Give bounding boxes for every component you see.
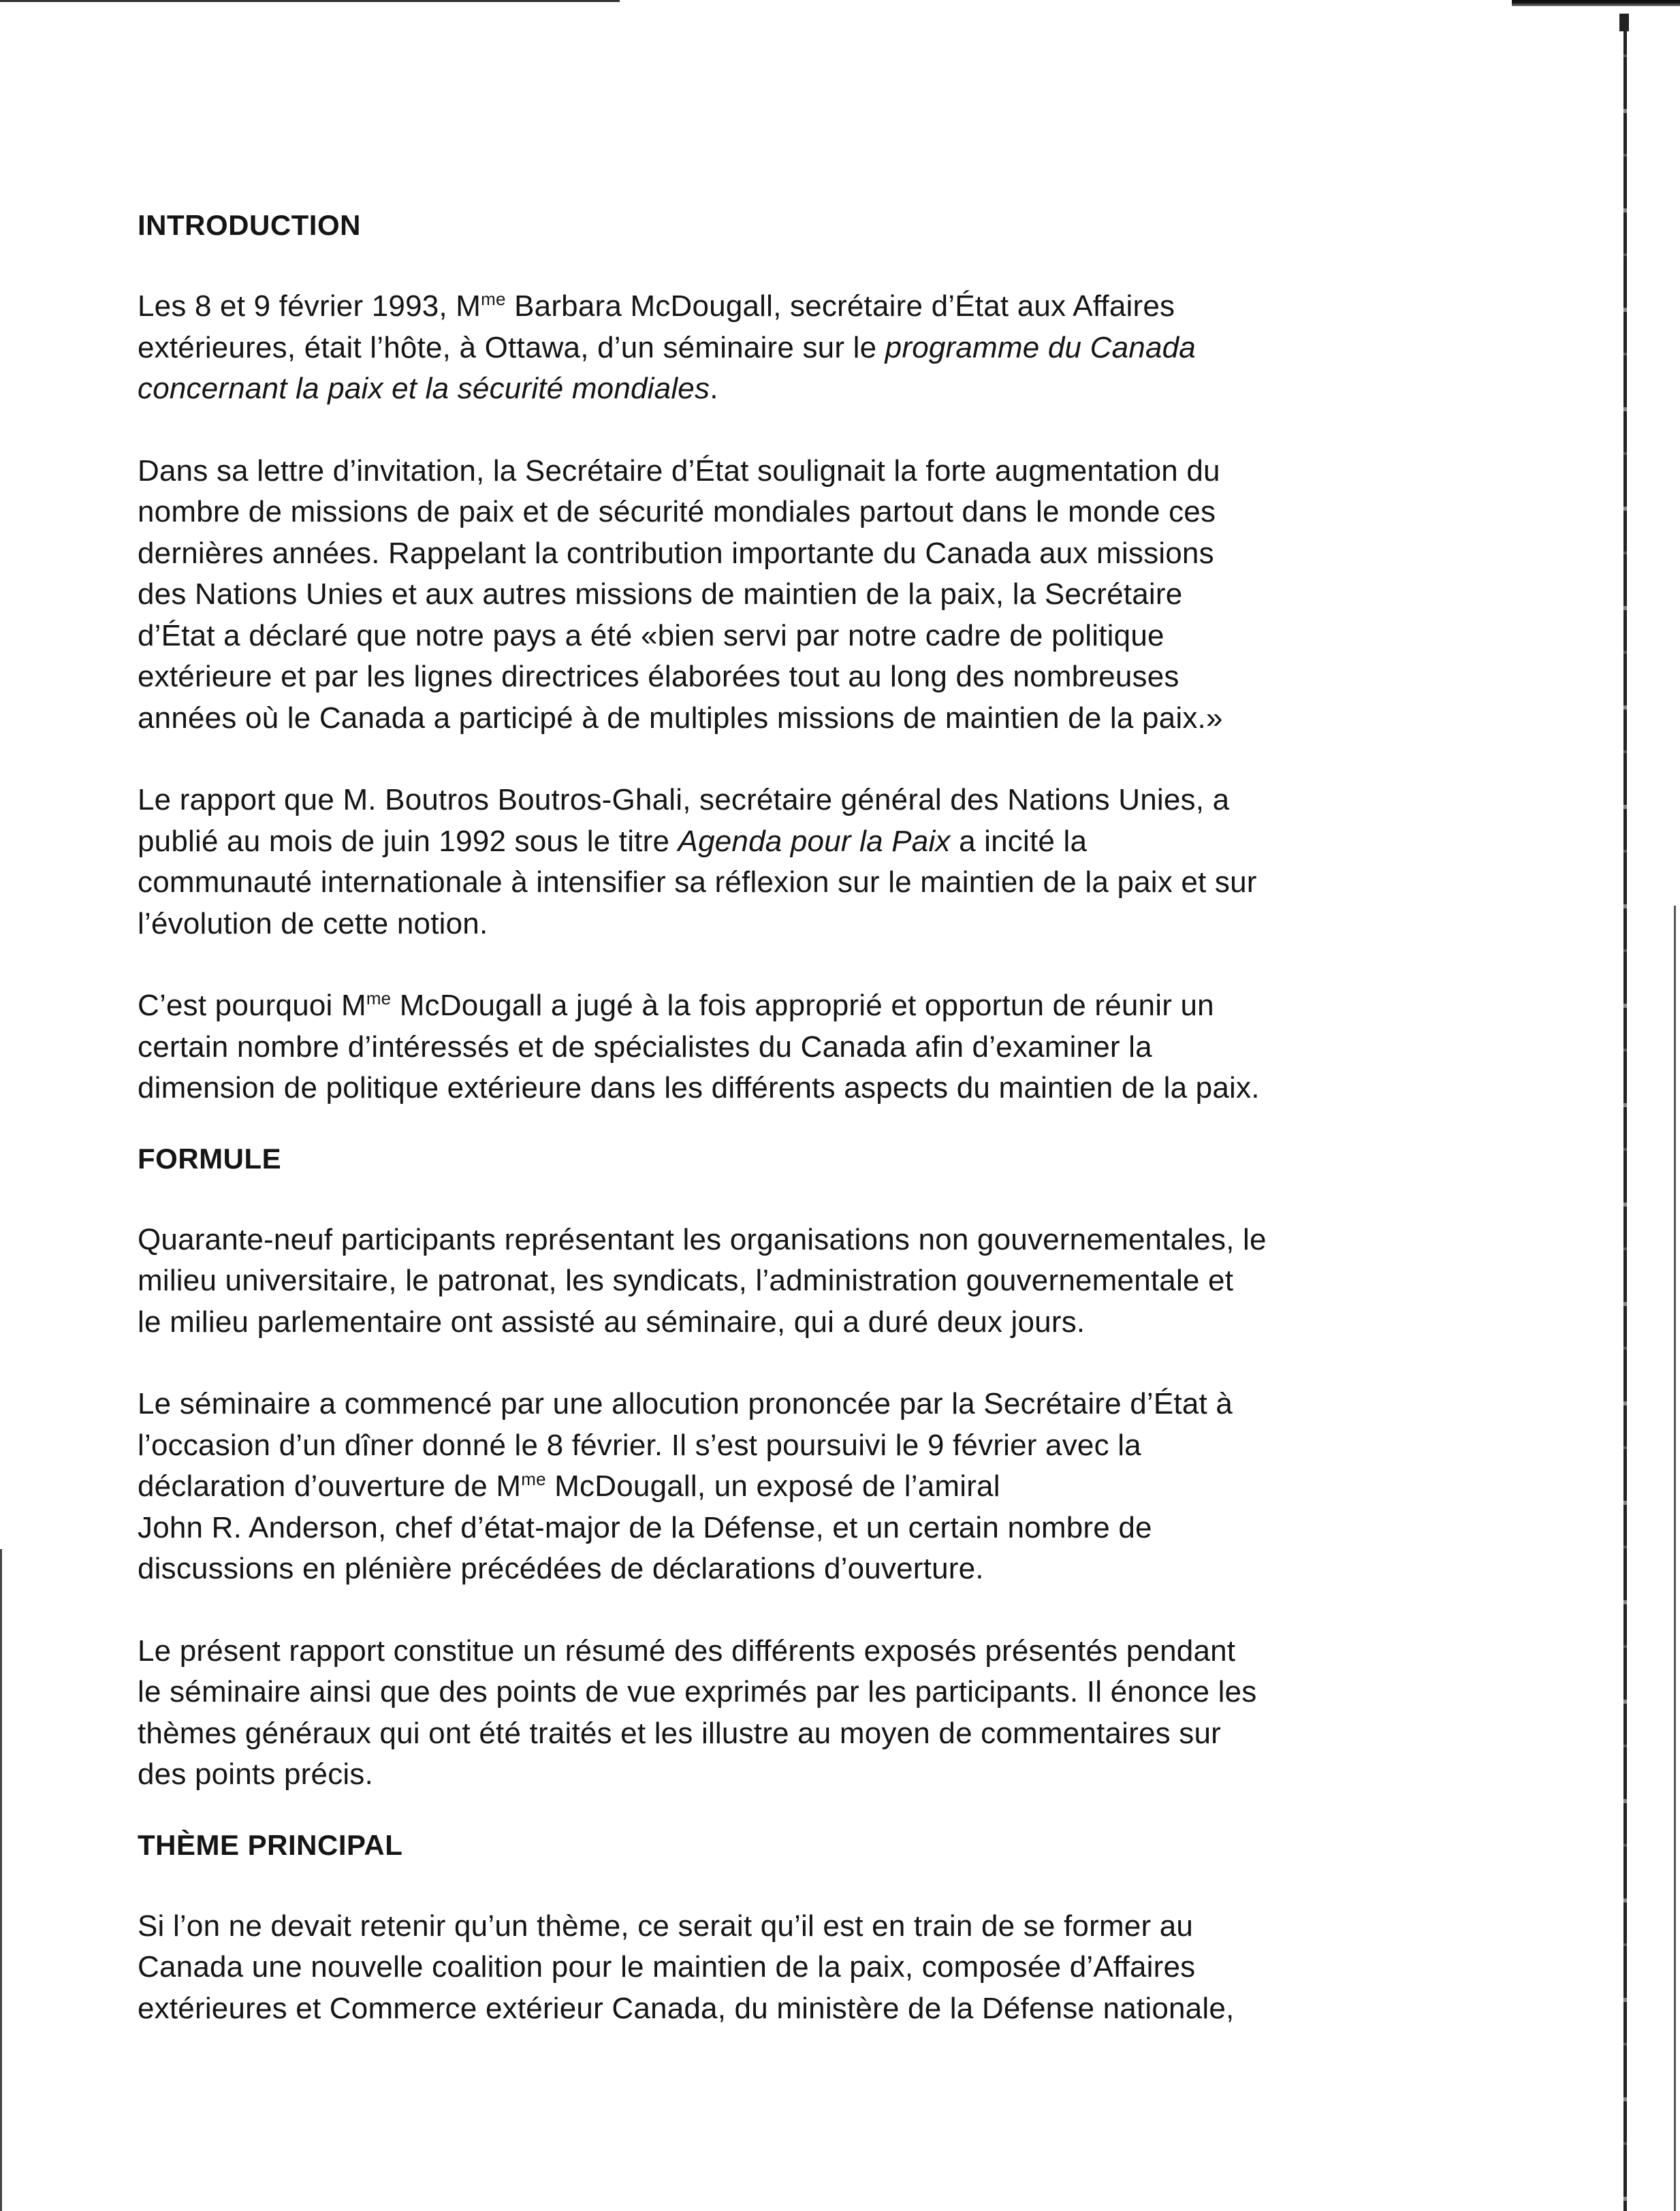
text-segment: .	[710, 372, 718, 405]
text-line	[138, 574, 1527, 616]
text-segment: McDougall, un exposé de l’amiral	[545, 1469, 1000, 1503]
text-line	[138, 1548, 1527, 1590]
text-segment: milieu universitaire, le patronat, les syndicats, l’administration gouvernementale et	[138, 1264, 1234, 1297]
text-segment: des Nations Unies et aux autres missions de maintien de la paix, la Secrétaire	[138, 577, 1183, 611]
scan-top-right-smudge	[1512, 0, 1680, 6]
text-segment: Quarante-neuf participants représentant les organisations non gouvernementales, le	[138, 1222, 1267, 1256]
text-line	[138, 451, 1527, 492]
text-line	[138, 821, 1527, 863]
text-segment: Si l’on ne devait retenir qu’un thème, ce serait qu’il est en train de se former au	[138, 1909, 1194, 1943]
text-segment: extérieure et par les lignes directrices élaborées tout au long des nombreuses	[138, 660, 1179, 693]
section-gap	[138, 1796, 1527, 1823]
text-line	[138, 328, 1527, 369]
paragraph-gap	[138, 944, 1527, 985]
document-body	[138, 203, 1527, 2029]
text-line	[138, 1906, 1527, 1947]
text-segment: certain nombre d’intéressés et de spécialistes du Canada afin d’examiner la	[138, 1030, 1152, 1064]
text-line	[138, 1713, 1527, 1755]
text-line	[138, 862, 1527, 904]
paragraph	[138, 1631, 1527, 1796]
paragraph	[138, 451, 1527, 739]
section-gap	[138, 1109, 1527, 1136]
text-segment: extérieures et Commerce extérieur Canada, du ministère de la Défense nationale,	[138, 1991, 1235, 2025]
paragraph-gap	[138, 1590, 1527, 1631]
text-segment: déclaration d’ouverture de M	[138, 1469, 522, 1503]
paragraph	[138, 286, 1527, 410]
heading-gap	[138, 1181, 1527, 1220]
superscript: me	[366, 988, 392, 1008]
text-segment: des points précis.	[138, 1757, 373, 1791]
text-segment: discussions en plénière précédées de déclarations d’ouverture.	[138, 1552, 984, 1585]
paragraph	[138, 1384, 1527, 1590]
paragraph	[138, 1906, 1527, 2030]
text-line	[138, 1425, 1527, 1467]
text-line	[138, 1988, 1527, 2030]
text-line	[138, 780, 1527, 821]
text-segment: Le rapport que M. Boutros Boutros-Ghali, secrétaire général des Nations Unies, a	[138, 783, 1230, 816]
paragraph	[138, 780, 1527, 944]
text-segment: nombre de missions de paix et de sécurité mondiales partout dans le monde ces	[138, 495, 1216, 528]
scan-right-edge-line	[1623, 14, 1627, 2211]
text-segment: Le présent rapport constitue un résumé des différents exposés présentés pendant	[138, 1634, 1236, 1668]
text-segment: l’évolution de cette notion.	[138, 906, 488, 940]
heading-gap	[138, 1868, 1527, 1906]
paragraph-gap	[138, 1343, 1527, 1384]
text-line	[138, 1672, 1527, 1713]
text-line	[138, 1508, 1527, 1549]
text-line	[138, 368, 1527, 410]
text-segment: C’est pourquoi M	[138, 989, 366, 1022]
text-line	[138, 656, 1527, 698]
text-line	[138, 1027, 1527, 1068]
section-heading: THÈME PRINCIPAL	[138, 1828, 403, 1861]
italic-text: programme du Canada	[885, 330, 1196, 364]
italic-text: concernant la paix et la sécurité mondiales	[138, 372, 710, 405]
text-line	[138, 1466, 1527, 1508]
text-line	[138, 985, 1527, 1027]
text-segment: publié au mois de juin 1992 sous le titre	[138, 824, 678, 858]
italic-text: Agenda pour la Paix	[678, 824, 951, 858]
text-line	[138, 1260, 1527, 1302]
heading-gap	[138, 248, 1527, 286]
text-segment: Le séminaire a commencé par une allocution prononcée par la Secrétaire d’État à	[138, 1387, 1233, 1420]
text-line	[138, 616, 1527, 657]
scan-top-edge-line	[0, 0, 620, 2]
scan-far-right-line	[1674, 906, 1676, 2211]
text-segment: l’occasion d’un dîner donné le 8 février. Il s’est poursuivi le 9 février avec la	[138, 1428, 1141, 1462]
superscript: me	[481, 289, 506, 309]
superscript: me	[521, 1469, 546, 1489]
text-segment: Les 8 et 9 février 1993, M	[138, 289, 481, 323]
text-line	[138, 1068, 1527, 1109]
paragraph-gap	[138, 410, 1527, 451]
text-segment: communauté internationale à intensifier sa réflexion sur le maintien de la paix et sur	[138, 865, 1257, 899]
text-segment: extérieures, était l’hôte, à Ottawa, d’un séminaire sur le	[138, 330, 885, 364]
text-line	[138, 1947, 1527, 1988]
text-segment: dernières années. Rappelant la contribution importante du Canada aux missions	[138, 536, 1214, 570]
text-line	[138, 1384, 1527, 1425]
text-line	[138, 1302, 1527, 1343]
text-segment: dimension de politique extérieure dans les différents aspects du maintien de la paix.	[138, 1071, 1260, 1104]
text-line	[138, 533, 1527, 575]
text-line	[138, 286, 1527, 328]
paragraph-gap	[138, 739, 1527, 780]
text-segment: McDougall a jugé à la fois approprié et opportun de réunir un	[391, 989, 1214, 1022]
text-segment: Barbara McDougall, secrétaire d’État aux Affaires	[505, 289, 1175, 323]
text-line	[138, 492, 1527, 533]
text-line	[138, 904, 1527, 945]
section-heading: FORMULE	[138, 1142, 282, 1175]
text-line	[138, 698, 1527, 739]
scan-left-edge-line	[0, 1549, 2, 2211]
text-segment: thèmes généraux qui ont été traités et les illustre au moyen de commentaires sur	[138, 1716, 1222, 1750]
text-segment: Canada une nouvelle coalition pour le maintien de la paix, composée d’Affaires	[138, 1950, 1196, 1984]
section-heading: INTRODUCTION	[138, 209, 361, 241]
text-line	[138, 1754, 1527, 1796]
text-segment: a incité la	[950, 824, 1088, 858]
text-line	[138, 1631, 1527, 1672]
text-segment: John R. Anderson, chef d’état-major de la Défense, et un certain nombre de	[138, 1510, 1152, 1544]
text-segment: d’État a déclaré que notre pays a été «bien servi par notre cadre de politique	[138, 618, 1164, 652]
text-segment: Dans sa lettre d’invitation, la Secrétaire d’État soulignait la forte augmentation du	[138, 454, 1220, 488]
paragraph	[138, 1220, 1527, 1343]
text-line	[138, 1220, 1527, 1261]
text-segment: années où le Canada a participé à de multiples missions de maintien de la paix.»	[138, 701, 1223, 735]
paragraph	[138, 985, 1527, 1109]
text-segment: le milieu parlementaire ont assisté au séminaire, qui a duré deux jours.	[138, 1305, 1085, 1339]
text-segment: le séminaire ainsi que des points de vue exprimés par les participants. Il énonce les	[138, 1675, 1257, 1708]
